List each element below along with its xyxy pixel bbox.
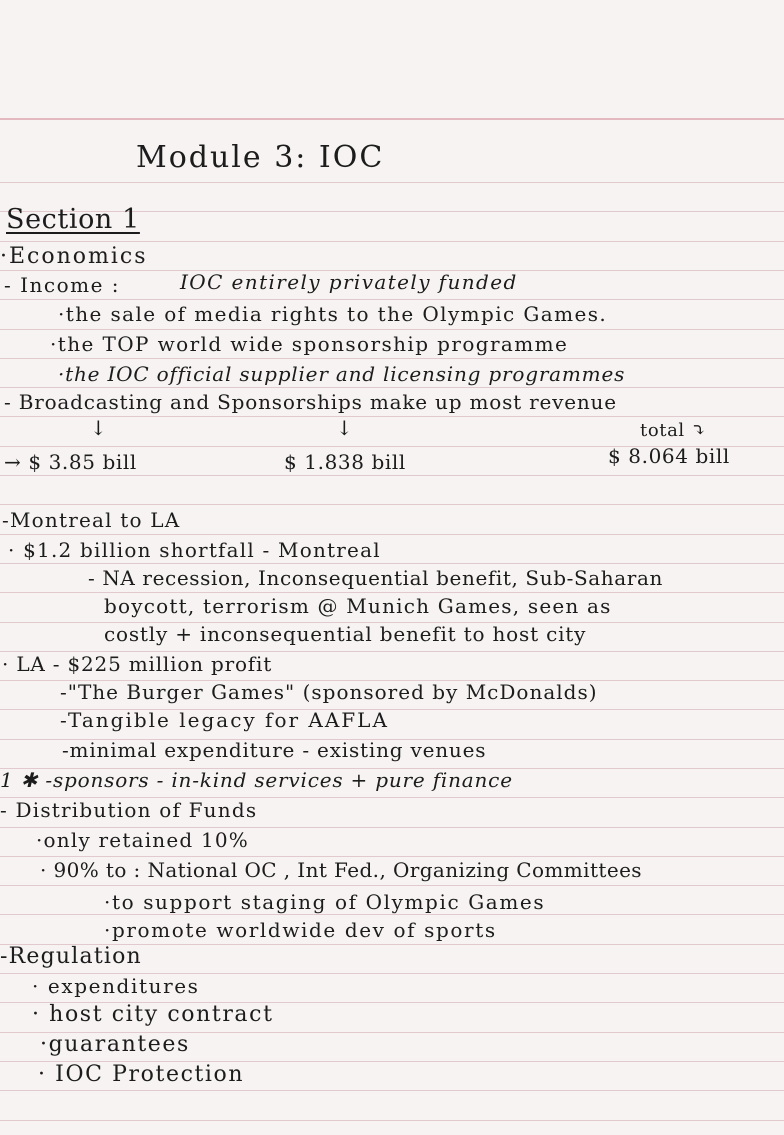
ruled-line xyxy=(0,856,784,857)
regulation-point: · IOC Protection xyxy=(38,1062,245,1087)
ruled-line xyxy=(0,182,784,183)
ruled-line xyxy=(0,885,784,886)
ruled-line xyxy=(0,358,784,359)
distribution-point: · 90% to : National OC , Int Fed., Organizing Committees xyxy=(40,858,642,882)
down-arrow-icon: ↓ xyxy=(336,416,354,440)
ruled-line xyxy=(0,1090,784,1091)
ruled-line xyxy=(0,504,784,505)
la-point: -minimal expenditure - existing venues xyxy=(62,738,487,762)
la-profit: · LA - $225 million profit xyxy=(2,652,273,676)
broadcasting-line: - Broadcasting and Sponsorships make up most revenue xyxy=(4,390,617,414)
distribution-subpoint: ·to support staging of Olympic Games xyxy=(104,890,546,914)
distribution-subpoint: ·promote worldwide dev of sports xyxy=(104,918,497,942)
down-arrow-icon: ↓ xyxy=(90,416,108,440)
ruled-line xyxy=(0,563,784,564)
ruled-line xyxy=(0,416,784,417)
ruled-line xyxy=(0,475,784,476)
la-point: -"The Burger Games" (sponsored by McDonalds) xyxy=(60,680,598,704)
regulation-point: · expenditures xyxy=(32,974,200,998)
ruled-line xyxy=(0,1120,784,1121)
topic-heading: ·Economics xyxy=(0,244,148,269)
total-value: $ 8.064 bill xyxy=(608,444,730,468)
ruled-line xyxy=(0,914,784,915)
distribution-point: ·only retained 10% xyxy=(36,828,250,852)
regulation-point: · host city contract xyxy=(32,1002,274,1027)
section-heading: Section 1 xyxy=(6,204,140,235)
ruled-line xyxy=(0,299,784,300)
montreal-heading: -Montreal to LA xyxy=(2,508,181,532)
la-point: -Tangible legacy for AAFLA xyxy=(60,708,389,732)
montreal-reason: - NA recession, Inconsequential benefit, Sub-Saharan xyxy=(88,566,663,590)
montreal-shortfall: · $1.2 billion shortfall - Montreal xyxy=(8,538,381,562)
ruled-line xyxy=(0,387,784,388)
ruled-line xyxy=(0,592,784,593)
header-rule xyxy=(0,118,784,120)
sponsors-note: 1 ✱ -sponsors - in-kind services + pure finance xyxy=(0,768,513,792)
total-label: total ⤵ xyxy=(640,420,707,441)
income-item: ·the IOC official supplier and licensing programmes xyxy=(58,362,626,386)
ruled-line xyxy=(0,534,784,535)
sponsorship-value: $ 1.838 bill xyxy=(284,450,406,474)
income-heading: - Income : xyxy=(4,273,121,297)
regulation-heading: -Regulation xyxy=(0,944,142,969)
montreal-reason: boycott, terrorism @ Munich Games, seen as xyxy=(104,594,612,618)
regulation-point: ·guarantees xyxy=(40,1032,190,1057)
income-text: IOC entirely privately funded xyxy=(180,270,518,294)
income-item: ·the TOP world wide sponsorship programme xyxy=(50,332,569,356)
broadcasting-value: → $ 3.85 bill xyxy=(4,450,137,474)
income-item: ·the sale of media rights to the Olympic Games. xyxy=(58,302,608,326)
page-title: Module 3: IOC xyxy=(136,140,385,175)
ruled-line xyxy=(0,329,784,330)
montreal-reason: costly + inconsequential benefit to host city xyxy=(104,622,587,646)
ruled-line xyxy=(0,241,784,242)
distribution-heading: - Distribution of Funds xyxy=(0,798,258,822)
